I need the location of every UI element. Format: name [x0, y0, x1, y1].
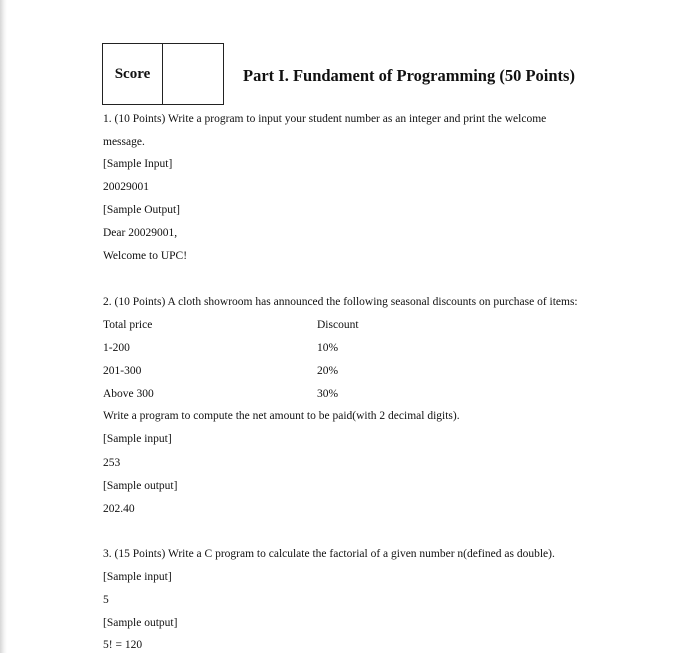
q2-table-row-discount: 30% — [317, 388, 339, 400]
q2-sample-input-label: [Sample input] — [103, 433, 172, 445]
q1-sample-output-line1: Dear 20029001, — [103, 227, 178, 239]
q2-sample-output-label: [Sample output] — [103, 480, 178, 492]
q2-intro: 2. (10 Points) A cloth showroom has announced the following seasonal discounts on purchase of items: — [103, 296, 578, 308]
q1-text-line2: message. — [103, 136, 145, 148]
q2-table-row-price: Above 300 — [103, 388, 154, 400]
q2-sample-output: 202.40 — [103, 503, 135, 515]
q3-intro: 3. (15 Points) Write a C program to calculate the factorial of a given number n(defined as double). — [103, 548, 555, 560]
q3-sample-input: 5 — [103, 594, 109, 606]
q2-table-header-price: Total price — [103, 319, 153, 331]
q1-sample-output-line2: Welcome to UPC! — [103, 250, 188, 262]
q2-table-row-discount: 10% — [317, 342, 339, 354]
score-label: Score — [103, 44, 163, 104]
score-box — [102, 43, 224, 105]
q3-sample-output-label: [Sample output] — [103, 617, 178, 629]
q3-sample-input-label: [Sample input] — [103, 571, 172, 583]
q3-sample-output: 5! = 120 — [103, 639, 143, 651]
q2-table-row-price: 201-300 — [103, 365, 142, 377]
q2-table-row-discount: 20% — [317, 365, 339, 377]
q1-sample-input: 20029001 — [103, 181, 149, 193]
q2-sample-input: 253 — [103, 457, 121, 469]
q2-table-header-discount: Discount — [317, 319, 359, 331]
q2-table-row-price: 1-200 — [103, 342, 130, 354]
q2-instruction: Write a program to compute the net amount to be paid(with 2 decimal digits). — [103, 410, 460, 422]
page-left-edge — [0, 0, 7, 653]
score-value-cell — [163, 44, 223, 104]
part-title: Part I. Fundament of Programming (50 Points) — [243, 66, 575, 85]
q1-sample-output-label: [Sample Output] — [103, 204, 180, 216]
q1-sample-input-label: [Sample Input] — [103, 158, 173, 170]
q1-text-line1: 1. (10 Points) Write a program to input your student number as an integer and print the welcome — [103, 113, 547, 125]
